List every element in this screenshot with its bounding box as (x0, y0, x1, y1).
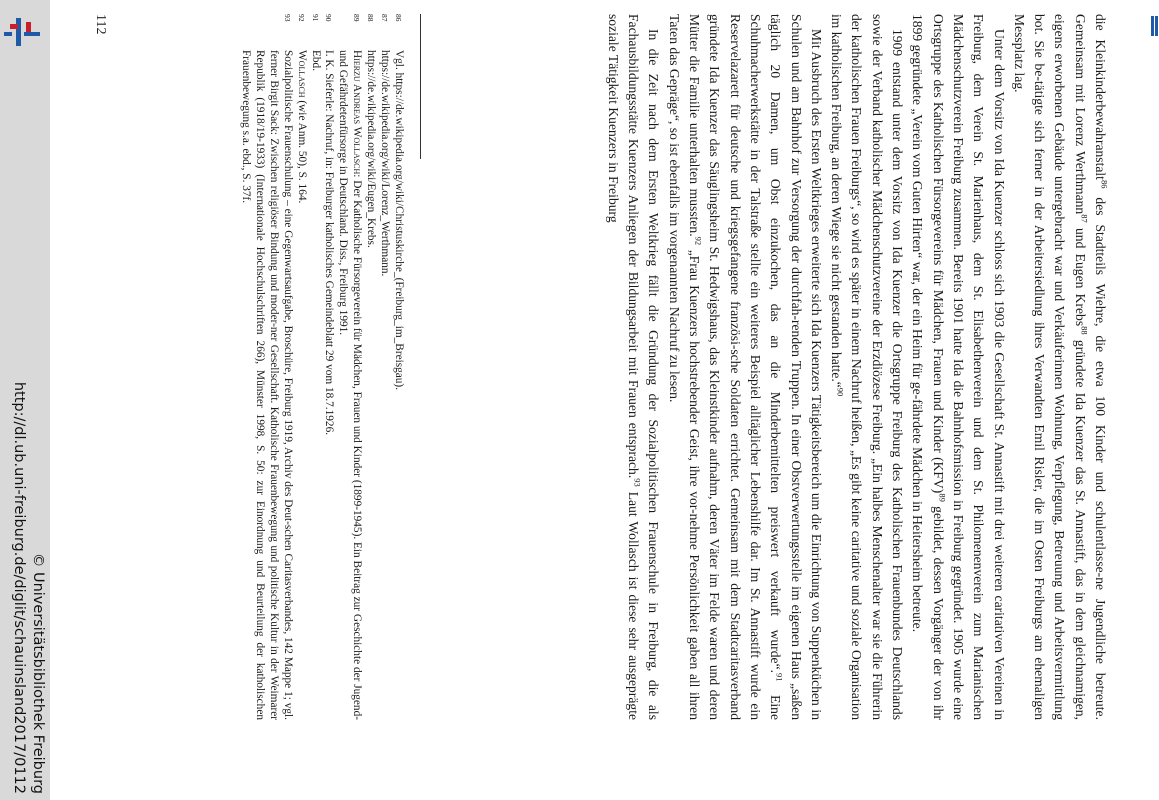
footnote-number: 90 (324, 14, 334, 22)
body-text (603, 14, 1110, 720)
footnote-reference: 91 (774, 673, 785, 682)
footnote-reference: 90 (835, 387, 846, 397)
footnote-reference: 88 (1079, 326, 1090, 335)
footnote: 93 Sozialpolitische Frauenschulung – eine Gegenwartsaufgabe, Broschüre, Freiburg 1919, Archiv des Deut-schen Caritasverbandes, 142 Mappe 1; vgl. ferner Birgit Sack: Zwischen religiöser Bindung und moder-ner Gesellschaft. Katholische Frauenbewegung und politische Kultur in der Weimarer Republik (1918/19-1933) (Internationale Hochschulschriften 266), Münster 1998, S. 50: zur Einordnung und Beurteilung der katholischen Frauenbewegung s.a. ebd., S. 37f. (240, 14, 294, 720)
footnote-number: 87 (380, 14, 390, 22)
footnotes (238, 14, 405, 720)
footnote: 92 Wollasch (wie Anm. 50), S. 164. (295, 14, 308, 204)
footnote: 91 Ebd. (309, 14, 322, 72)
footnote: 88 https://de.wikipedia.org/wiki/Eugen_Krebs. (365, 14, 378, 248)
footnote: 89 Hierzu Andreas Wollasch: Der Katholische Fürsorgeverein für Mädchen, Frauen und Kinder (1899-1945). Ein Beitrag zur Geschichte der Jugend- und Gefährdetenfürsorge in Deutschland. Diss., Freiburg 1991. (337, 14, 364, 720)
source-url-link[interactable]: http://dl.ub.uni-freiburg.de/diglit/schauinsland2017/0112 (11, 381, 27, 794)
footnote-reference: 93 (632, 478, 643, 487)
page-number: 112 (93, 14, 108, 35)
footnote-number: 89 (352, 14, 362, 22)
footnote-number: 91 (310, 14, 320, 22)
footnote-reference: 87 (1079, 214, 1090, 223)
footnote-reference: 86 (1099, 179, 1110, 189)
copyright-notice: © Universitätsbibliothek Freiburg (30, 552, 46, 794)
footnote: 90 I. K. Sieferle: Nachruf, in: Freiburger katholisches Gemeindeblatt 29 vom 18.7.1926. (323, 14, 336, 436)
paragraph: Mit Ausbruch des Ersten Weltkrieges erweiterte sich Ida Kuenzers Tätigkeitsbereich um die Einrichtung von Suppenküchen in Schulen und am Bahnhof zur Versorgung der durchfah-renden Truppen. In einer Obstverwertungsstelle im eigenen Haus „saßen täglich 20 Damen, um Obst einzukochen, das an die Minderbemittelten preiswert verkauft wurde“.$^{91}$ Eine Schuhmacherwerkstätte in der Talstraße stellte ein weiteres Beispiel alltäglicher Lebenshilfe dar. Im St. Annastift wurde ein Reservelazarett für deutsche und kriegsgefangene französi-sche Soldaten errichtet. Gemeinsam mit dem Stadtcaritasverband gründete Ida Kuenzer das Säuglingsheim St. Hedwigshaus, das Kleinstkinder aufnahm, deren Väter im Felde waren und deren Mütter die Familie unterhalten mussten.$^{92}$ „Frau Kuenzers hochstrebender Geist, ihre vor-nehme Persönlichkeit gaben all ihren Taten das Gepräge“, so ist ebenfalls im vorgenannten Nachruf zu lesen. (666, 14, 824, 720)
paragraph: In die Zeit nach dem Ersten Weltkrieg fällt die Gründung der Sozialpolitischen Frauenschule in Freiburg, die als Fachausbildungsstätte Kuenzers Anliegen der Bildungsarbeit mit Frauen entsprach.$^{93}$ Laut Wollasch ist diese sehr ausgeprägte soziale Tätigkeit Kuenzers in Freiburg (605, 14, 662, 721)
footnote-reference: 92 (693, 236, 704, 246)
footnote-number: 88 (366, 14, 376, 22)
footnote-reference: 89 (937, 493, 948, 502)
edge-marker-icon (1150, 12, 1159, 40)
footnote-divider (420, 14, 421, 159)
footnote-number: 86 (394, 14, 403, 22)
footnote: 87 https://de.wikipedia.org/wiki/Lorenz_Werthmann. (379, 14, 392, 277)
footnote-number: 92 (296, 14, 306, 22)
footnote-number: 93 (282, 14, 292, 22)
book-page (10, 0, 1110, 800)
paragraph: die Kleinkinderbewahranstalt$^{86}$ des Stadtteils Wiehre, die etwa 100 Kinder und schulentlasse-ne Jugendliche betreute. Gemeinsam mit Lorenz Werthmann$^{87}$ und Eugen Krebs$^{88}$ gründete Ida Kuenzer das St. Annastift, das in dem gleichnamigen, eigens erworbenen Gebäude untergebracht war und Verkäuferinnen Wohnung, Verpflegung, Betreuung und Arbeitsvermittlung bot. Sie be-tätigte sich ferner in der Arbeitersiedlung ihres Verwandten Emil Risler, die im Osten Freiburgs am ehemaligen Messplatz lag. (1011, 14, 1110, 720)
paragraph: 1909 entstand unter dem Vorsitz von Ida Kuenzer die Ortsgruppe Freiburg des Katholischen Frauenbundes Deutschlands sowie der Verband katholischer Mädchenschutzvereine der Erzdiözese Freiburg. „Ein halbes Menschenalter war sie die Führerin der katholischen Frauen Freiburgs“, so wird es später in einem Nachruf heißen, „Es gibt keine caritative und soziale Organisation im katholischen Freiburg, an deren Wiege sie nicht gestanden hatte.“$^{90}$ (829, 14, 906, 720)
paragraph: Unter dem Vorsitz von Ida Kuenzer schloss sich 1903 die Gesellschaft St. Annastift mit drei weiteren caritativen Vereinen in Freiburg, dem Verein St. Marienhaus, dem St. Elisabethenverein und dem St. Philomenenverein zum Marianischen Mädchenschutzverein Freiburg zusammen. Bereits 1901 hatte Ida die Bahnhofsmission in Freiburg gegründet. 1905 wurde eine Ortsgruppe des Katholischen Fürsorgevereins für Mädchen, Frauen und Kinder (KFV)$^{89}$ gebildet, dessen Vorgänger der von ihr 1899 gegründete „Verein vom Guten Hirten“ war, der ein Heim für ge-fährdete Mädchen in Heitersheim betreute. (910, 14, 1007, 720)
footnote: 86 Vgl. https://de.wikipedia.org/wiki/Christuskirche_(Freiburg_im_Breisgau). (393, 14, 405, 391)
